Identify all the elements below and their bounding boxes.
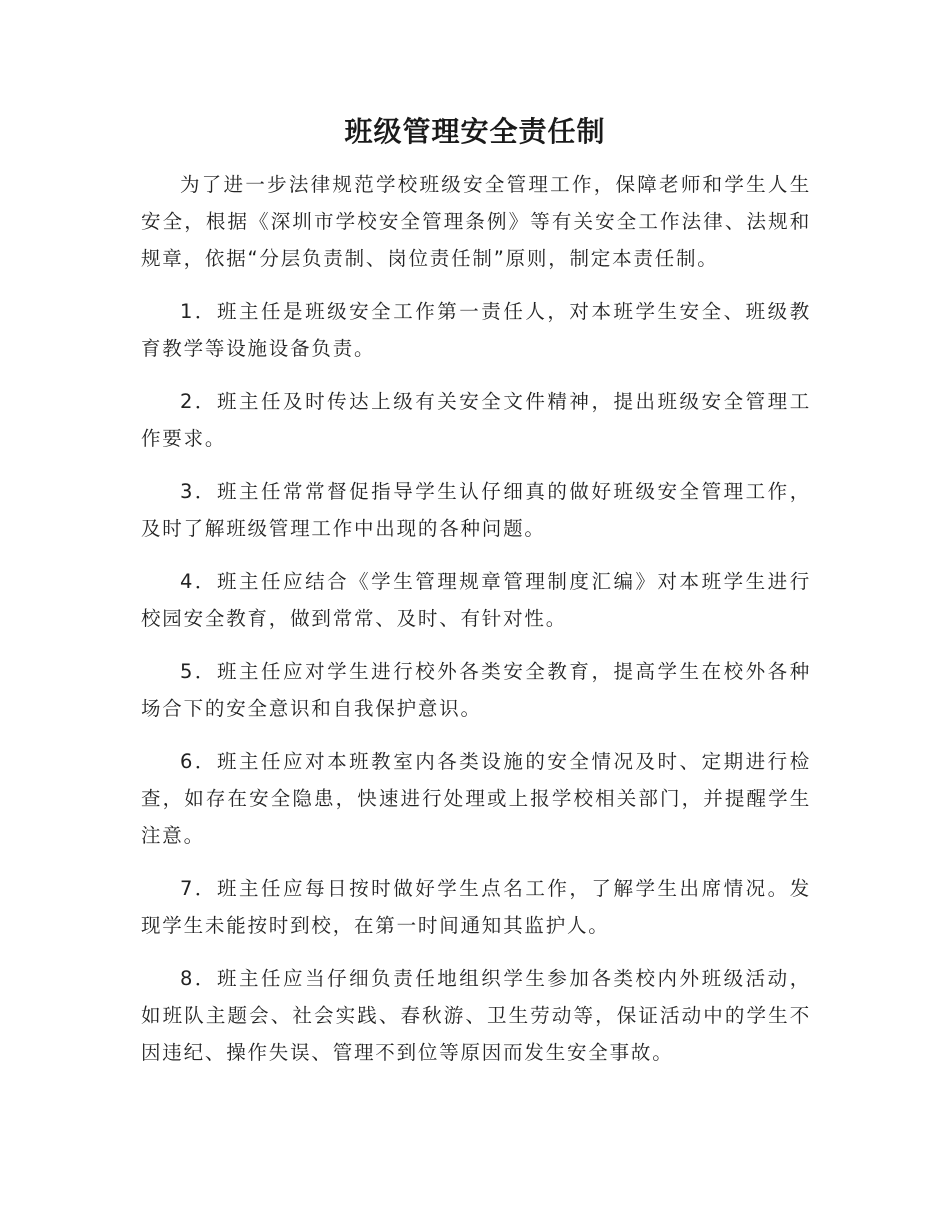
rule-paragraph-3: 3．班主任常常督促指导学生认仔细真的做好班级安全管理工作，及时了解班级管理工作中出现的各种问题。 bbox=[141, 480, 811, 540]
rule-paragraph-2: 2．班主任及时传达上级有关安全文件精神，提出班级安全管理工作要求。 bbox=[141, 390, 811, 450]
rule-paragraph-6: 6．班主任应对本班教室内各类设施的安全情况及时、定期进行检查，如存在安全隐患，快速进行处理或上报学校相关部门，并提醒学生注意。 bbox=[141, 750, 811, 847]
rule-paragraph-5: 5．班主任应对学生进行校外各类安全教育，提高学生在校外各种场合下的安全意识和自我保护意识。 bbox=[141, 660, 811, 720]
document-body bbox=[141, 166, 811, 1087]
rule-paragraph-7: 7．班主任应每日按时做好学生点名工作，了解学生出席情况。发现学生未能按时到校，在第一时间通知其监护人。 bbox=[141, 877, 811, 937]
rule-paragraph-1: 1．班主任是班级安全工作第一责任人，对本班学生安全、班级教育教学等设施设备负责。 bbox=[141, 300, 811, 360]
document-title: 班级管理安全责任制 bbox=[344, 115, 606, 148]
rule-paragraph-4: 4．班主任应结合《学生管理规章管理制度汇编》对本班学生进行校园安全教育，做到常常、及时、有针对性。 bbox=[141, 570, 811, 630]
rule-paragraph-8: 8．班主任应当仔细负责任地组织学生参加各类校内外班级活动，如班队主题会、社会实践、春秋游、卫生劳动等，保证活动中的学生不因违纪、操作失误、管理不到位等原因而发生安全事故。 bbox=[141, 967, 811, 1064]
intro-paragraph: 为了进一步法律规范学校班级安全管理工作，保障老师和学生人生安全，根据《深圳市学校安全管理条例》等有关安全工作法律、法规和规章，依据“分层负责制、岗位责任制”原则，制定本责任制。 bbox=[141, 173, 811, 270]
